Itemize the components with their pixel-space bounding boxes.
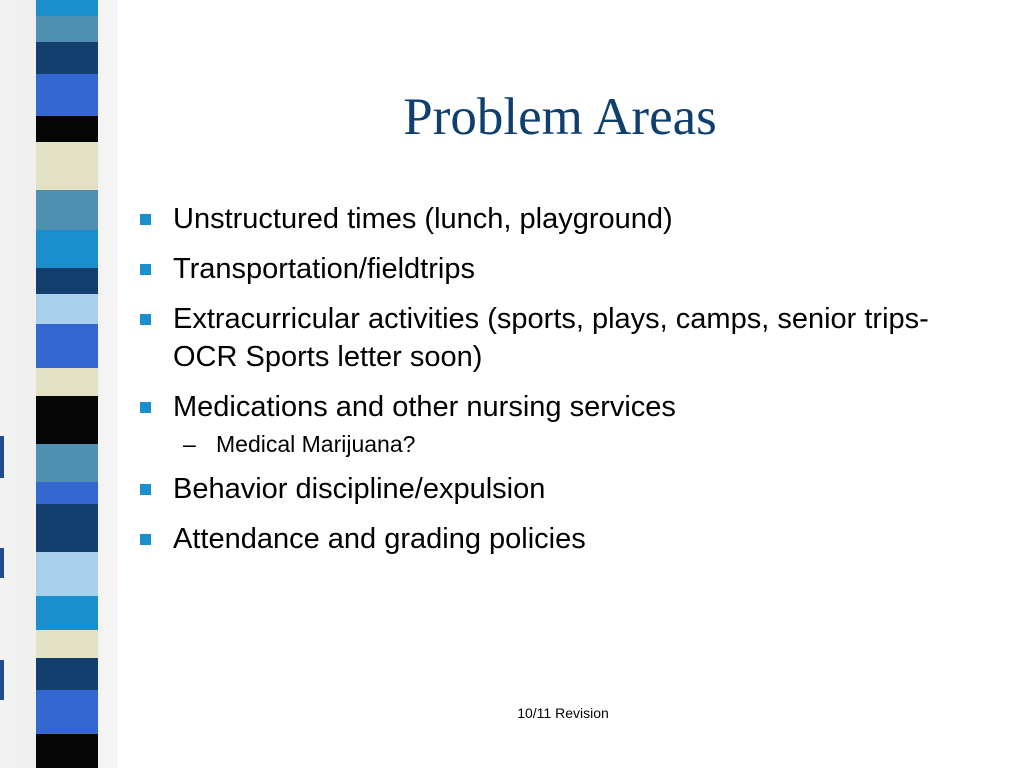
strip-block	[36, 74, 98, 116]
strip-block	[36, 552, 98, 596]
strip-block	[36, 658, 98, 690]
decorative-edge-mark	[0, 660, 4, 700]
bullet-text: Transportation/fieldtrips	[173, 253, 475, 285]
square-bullet-icon	[140, 264, 151, 275]
strip-block	[36, 482, 98, 504]
sub-bullet-item	[140, 430, 1000, 458]
strip-block	[36, 444, 98, 482]
square-bullet-icon	[140, 484, 151, 495]
square-bullet-icon	[140, 402, 151, 413]
decorative-color-strip	[36, 0, 98, 768]
strip-block	[36, 630, 98, 658]
strip-block	[36, 596, 98, 630]
sub-bullet-text: Medical Marijuana?	[216, 431, 416, 457]
strip-block	[36, 116, 98, 142]
strip-block	[36, 734, 98, 768]
bullet-item	[140, 520, 1000, 558]
strip-block	[36, 42, 98, 74]
strip-block	[36, 0, 98, 16]
decorative-side-panel	[0, 0, 118, 768]
square-bullet-icon	[140, 214, 151, 225]
square-bullet-icon	[140, 534, 151, 545]
bullet-item	[140, 200, 1000, 238]
decorative-edge-mark	[0, 548, 4, 578]
decorative-edge-mark	[0, 436, 4, 478]
bullet-item	[140, 250, 1000, 288]
bullet-list	[140, 200, 1000, 570]
slide-title: Problem Areas	[403, 88, 717, 146]
bullet-text: Behavior discipline/expulsion	[173, 473, 546, 505]
strip-block	[36, 368, 98, 396]
strip-block	[36, 504, 98, 552]
bullet-text: Unstructured times (lunch, playground)	[173, 203, 673, 235]
strip-block	[36, 230, 98, 268]
bullet-item	[140, 470, 1000, 508]
bullet-item	[140, 388, 1000, 426]
strip-block	[36, 324, 98, 368]
strip-block	[36, 396, 98, 444]
dash-bullet-marker: –	[183, 431, 196, 457]
strip-block	[36, 294, 98, 324]
slide-footer: 10/11 Revision	[517, 705, 609, 721]
strip-block	[36, 190, 98, 230]
strip-block	[36, 16, 98, 42]
square-bullet-icon	[140, 314, 151, 325]
bullet-item	[140, 300, 1000, 376]
bullet-text: Medications and other nursing services	[173, 391, 676, 423]
strip-block	[36, 690, 98, 734]
strip-block	[36, 142, 98, 190]
strip-block	[36, 268, 98, 294]
bullet-text: Attendance and grading policies	[173, 523, 586, 555]
bullet-text: Extracurricular activities (sports, plays, camps, senior trips- OCR Sports letter soon)	[173, 303, 929, 373]
